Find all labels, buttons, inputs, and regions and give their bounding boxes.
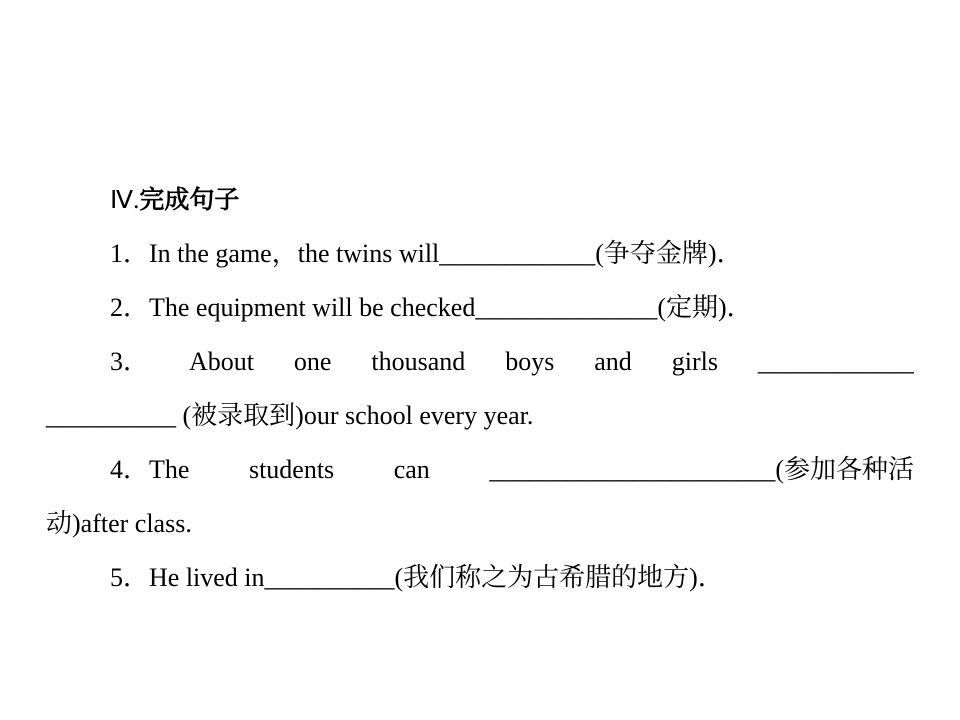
sentence-3-line-2: __________ (被录取到)our school every year. bbox=[46, 401, 534, 430]
sentence-3-word: 3． bbox=[110, 347, 150, 376]
sentence-2: 2．The equipment will be checked______________(定期)． bbox=[110, 293, 753, 322]
section-title: 完成句子 bbox=[139, 185, 240, 214]
sentence-1: 1．In the game，the twins will____________(争夺金牌)． bbox=[110, 239, 743, 268]
sentence-4-word: 4．The bbox=[110, 455, 190, 484]
sentence-3-word: one bbox=[293, 347, 332, 376]
sentence-3-word: boys bbox=[505, 347, 555, 376]
exercise-content bbox=[46, 173, 914, 605]
sentence-4-word: can bbox=[393, 455, 430, 484]
sentence-4-line-1 bbox=[46, 443, 914, 497]
sentence-3-line-1 bbox=[46, 335, 914, 389]
sentence-3-word: girls bbox=[671, 347, 718, 376]
sentence-3-word: and bbox=[594, 347, 632, 376]
sentence-3-blank: ____________ bbox=[757, 347, 914, 376]
section-number: Ⅳ. bbox=[110, 187, 140, 214]
section-heading bbox=[46, 173, 914, 227]
sentence-3-word: thousand bbox=[371, 347, 466, 376]
sentence-4-line-2: 动)after class. bbox=[46, 509, 192, 538]
sentence-5: 5．He lived in__________(我们称之为古希腊的地方)． bbox=[110, 563, 724, 592]
sentence-4-blank: ______________________(参加各种活 bbox=[489, 455, 914, 484]
sentence-3-word: About bbox=[188, 347, 254, 376]
sentence-4-word: students bbox=[248, 455, 335, 484]
